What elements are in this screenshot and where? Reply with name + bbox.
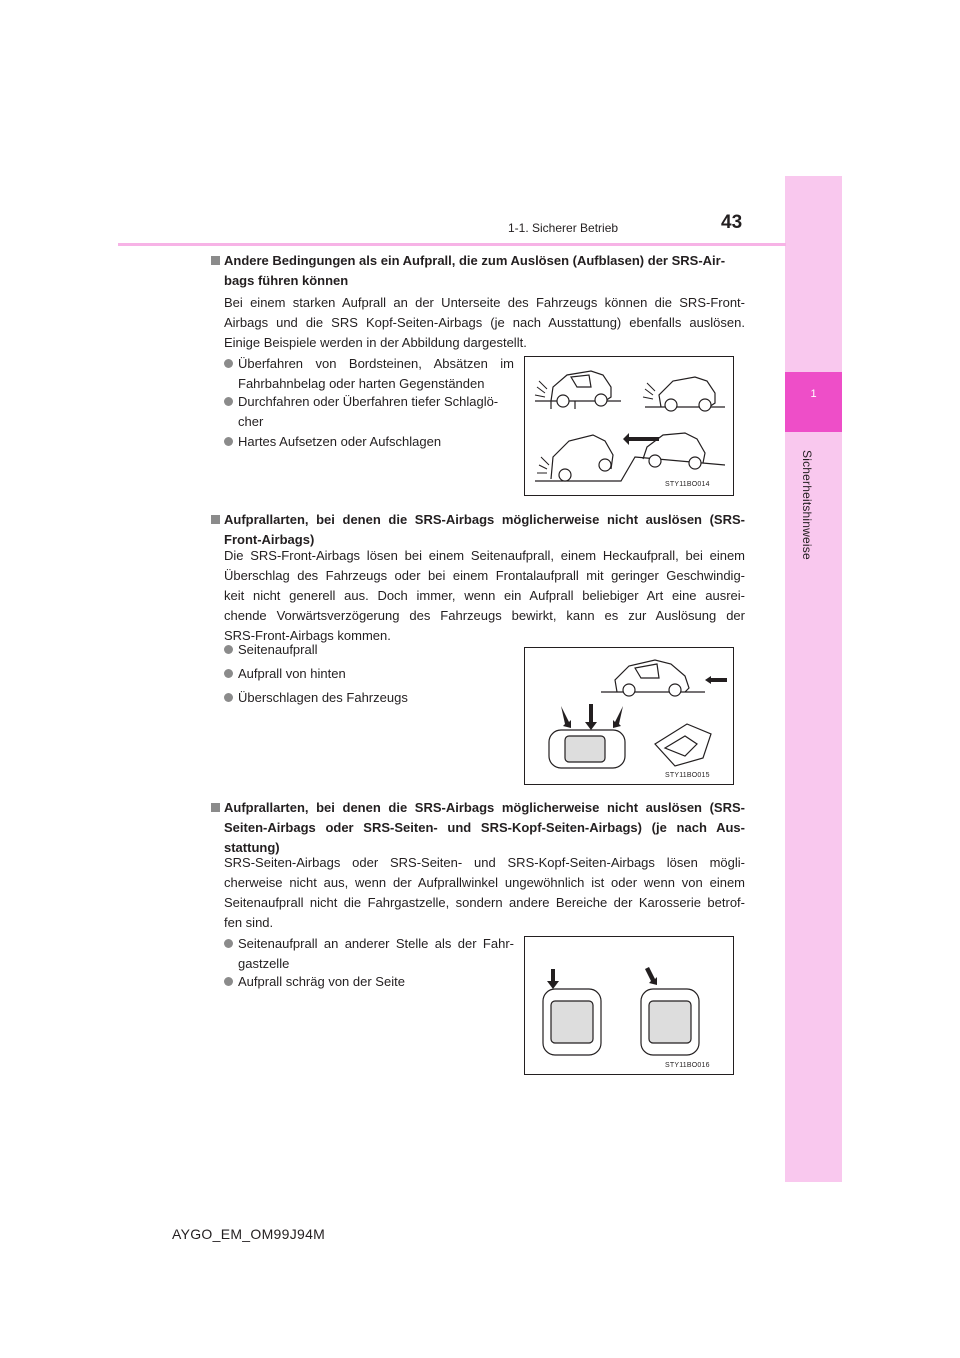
bullet-item xyxy=(224,934,514,974)
heading-square-icon xyxy=(211,515,220,524)
bullet-item xyxy=(224,664,514,684)
figure-code: STY11BO016 xyxy=(665,1062,710,1069)
non-deploy-front-illustration xyxy=(525,648,733,784)
bullet-line: Seitenaufprall an anderer Stelle als der Fahr- xyxy=(238,936,514,951)
section-paragraph xyxy=(224,546,745,646)
chapter-number: 1 xyxy=(810,388,817,400)
bullet-dot-icon xyxy=(224,437,233,446)
paragraph-line: Überschlag des Fahrzeugs oder bei einem Frontalaufprall mit geringer Geschwindig- xyxy=(224,568,745,583)
bullet-line: Überschlagen des Fahrzeugs xyxy=(238,690,408,705)
document-code: AYGO_EM_OM99J94M xyxy=(172,1226,326,1242)
bullet-dot-icon xyxy=(224,397,233,406)
non-deploy-side-illustration xyxy=(525,937,733,1074)
bullet-item xyxy=(224,432,514,452)
section-paragraph xyxy=(224,293,745,353)
header-rule xyxy=(118,243,786,246)
heading-line: Aufprallarten, bei denen die SRS-Airbags möglicherweise nicht auslösen (SRS- xyxy=(224,512,745,527)
bullet-dot-icon xyxy=(224,669,233,678)
chapter-tab xyxy=(785,176,842,1182)
bullet-dot-icon xyxy=(224,939,233,948)
paragraph-line: Seitenaufprall nicht die Fahrgastzelle, sondern andere Bereiche der Karosserie betrof- xyxy=(224,895,745,910)
paragraph-line: cherweise nicht aus, wenn der Aufprallwinkel ungewöhnlich ist oder wenn von einem xyxy=(224,875,745,890)
bullet-item xyxy=(224,354,514,394)
bullet-line: Fahrbahnbelag oder harten Gegenständen xyxy=(238,376,485,391)
heading-line: Aufprallarten, bei denen die SRS-Airbags möglicherweise nicht auslösen (SRS- xyxy=(224,800,745,815)
bullet-line: Überfahren von Bordsteinen, Absätzen im xyxy=(238,356,514,371)
bullet-dot-icon xyxy=(224,359,233,368)
section-heading xyxy=(211,251,745,291)
paragraph-line: SRS-Seiten-Airbags oder SRS-Seiten- und SRS-Kopf-Seiten-Airbags lösen mögli- xyxy=(224,855,745,870)
figure-code: STY11BO014 xyxy=(665,481,710,488)
heading-square-icon xyxy=(211,803,220,812)
figure-code: STY11BO015 xyxy=(665,772,710,779)
section-paragraph xyxy=(224,853,745,933)
bullet-item xyxy=(224,640,514,660)
bullet-line: Aufprall von hinten xyxy=(238,666,346,681)
figure-non-deploy-front xyxy=(524,647,734,785)
paragraph-line: Die SRS-Front-Airbags lösen bei einem Seitenaufprall, einem Heckaufprall, bei einem xyxy=(224,548,745,563)
underbody-impact-illustration xyxy=(525,357,733,495)
bullet-line: Aufprall schräg von der Seite xyxy=(238,974,405,989)
figure-underbody-impact xyxy=(524,356,734,496)
paragraph-line: chende Vorwärtsverzögerung des Fahrzeugs bewirkt, kann es zur Auslösung der xyxy=(224,608,745,623)
heading-line: Seiten-Airbags oder SRS-Seiten- und SRS-Kopf-Seiten-Airbags) (je nach Aus- xyxy=(224,820,745,835)
paragraph-line: keit nicht generell aus. Doch immer, wenn ein Aufprall beliebiger Art eine ausrei- xyxy=(224,588,745,603)
bullet-line: gastzelle xyxy=(238,956,290,971)
section-heading xyxy=(211,510,745,550)
bullet-dot-icon xyxy=(224,693,233,702)
bullet-dot-icon xyxy=(224,645,233,654)
page-number: 43 xyxy=(721,212,743,233)
figure-non-deploy-side xyxy=(524,936,734,1075)
heading-line: bags führen können xyxy=(224,273,349,288)
heading-line: Andere Bedingungen als ein Aufprall, die zum Auslösen (Aufblasen) der SRS-Air- xyxy=(224,253,726,268)
chapter-number-box xyxy=(785,372,842,432)
bullet-line: Seitenaufprall xyxy=(238,642,318,657)
paragraph-line: Einige Beispiele werden in der Abbildung dargestellt. xyxy=(224,335,527,350)
heading-line: stattung) xyxy=(224,840,280,855)
heading-line: Front-Airbags) xyxy=(224,532,315,547)
bullet-line: Durchfahren oder Überfahren tiefer Schlaglö- xyxy=(238,394,499,409)
section-heading xyxy=(211,798,745,858)
paragraph-line: Airbags und die SRS Kopf-Seiten-Airbags (je nach Ausstattung) ebenfalls auslösen. xyxy=(224,315,745,330)
heading-square-icon xyxy=(211,256,220,265)
bullet-item xyxy=(224,392,514,432)
bullet-line: cher xyxy=(238,414,264,429)
bullet-item xyxy=(224,972,514,992)
paragraph-line: fen sind. xyxy=(224,915,274,930)
bullet-item xyxy=(224,688,514,708)
section-title: 1-1. Sicherer Betrieb xyxy=(508,221,619,235)
paragraph-line: SRS-Front-Airbags kommen. xyxy=(224,628,391,643)
bullet-dot-icon xyxy=(224,977,233,986)
bullet-line: Hartes Aufsetzen oder Aufschlagen xyxy=(238,434,442,449)
paragraph-line: Bei einem starken Aufprall an der Unterseite des Fahrzeugs können die SRS-Front- xyxy=(224,295,745,310)
chapter-label: Sicherheitshinweise xyxy=(800,450,814,560)
